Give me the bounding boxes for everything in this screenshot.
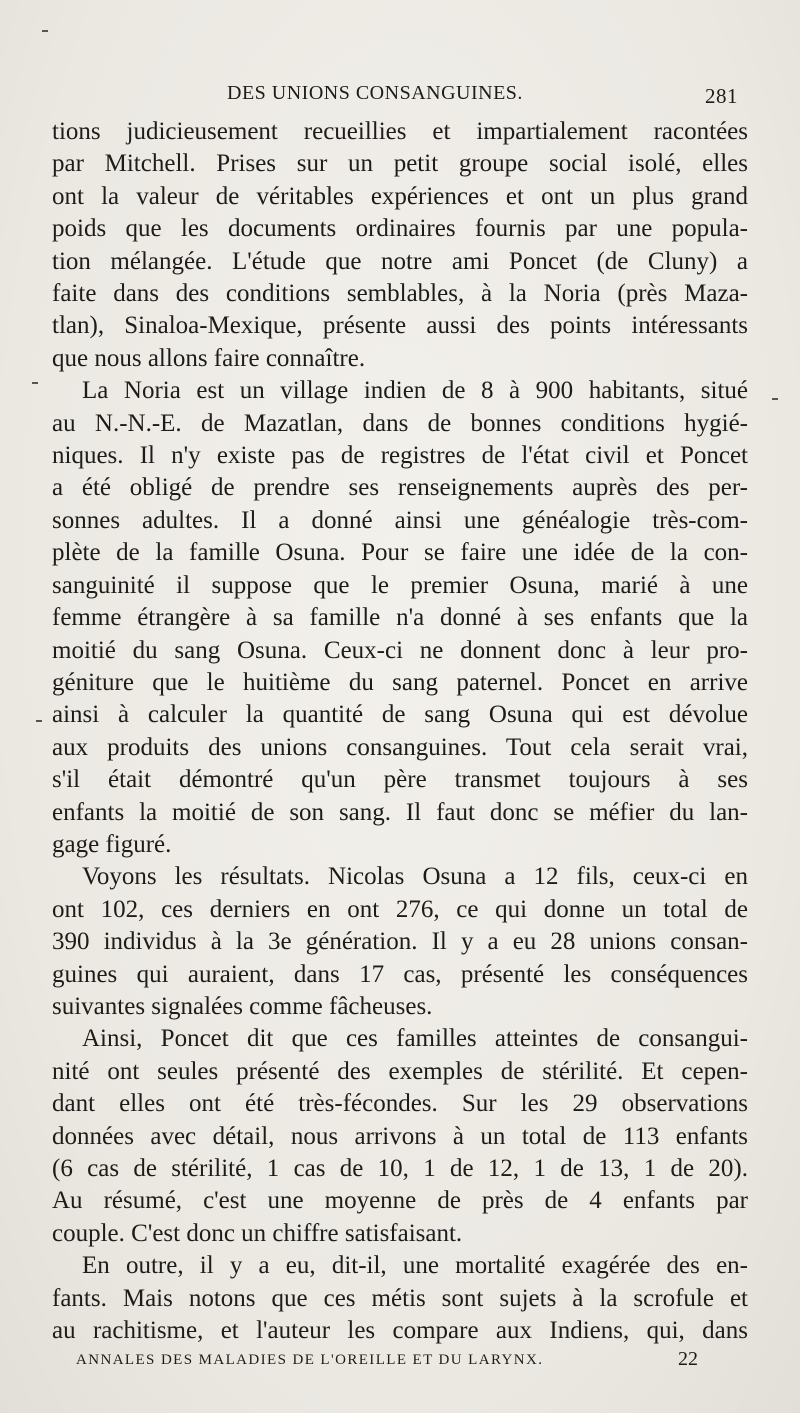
text-line: s'il était démontré qu'un père transmet toujours à ses <box>52 766 748 794</box>
text-line: gage figuré. <box>52 830 172 858</box>
text-line: au rachitisme, et l'auteur les compare aux Indiens, qui, dans <box>52 1317 748 1345</box>
text-line: que nous allons faire connaître. <box>52 344 366 372</box>
text-line: guines qui auraient, dans 17 cas, présenté les conséquences <box>52 960 748 988</box>
text-line: fants. Mais notons que ces métis sont sujets à la scrofule et <box>52 1284 748 1312</box>
edge-mark <box>42 30 48 32</box>
page-footer <box>76 1348 700 1374</box>
edge-mark <box>36 720 42 722</box>
text-line: ainsi à calculer la quantité de sang Osuna qui est dévolue <box>52 701 748 729</box>
text-line: a été obligé de prendre ses renseignements auprès des per- <box>52 474 748 502</box>
text-line: La Noria est un village indien de 8 à 900 habitants, situé <box>82 377 748 405</box>
text-line: Ainsi, Poncet dit que ces familles atteintes de consangui- <box>82 1025 748 1053</box>
text-line: tion mélangée. L'étude que notre ami Poncet (de Cluny) a <box>52 247 748 275</box>
text-line: données avec détail, nous arrivons à un total de 113 enfants <box>52 1122 748 1150</box>
running-title: DES UNIONS CONSANGUINES. <box>227 82 523 104</box>
page-number: 281 <box>705 84 738 108</box>
text-line: sanguinité il suppose que le premier Osuna, marié à une <box>52 571 748 599</box>
text-line: dant elles ont été très-fécondes. Sur les 29 observations <box>52 1090 748 1118</box>
text-line: tions judicieusement recueillies et impartialement racontées <box>52 118 748 145</box>
edge-mark <box>32 382 38 384</box>
text-line: Voyons les résultats. Nicolas Osuna a 12 fils, ceux-ci en <box>82 863 748 891</box>
text-line: enfants la moitié de son sang. Il faut donc se méfier du lan- <box>52 798 748 826</box>
text-line: ont la valeur de véritables expériences et ont un plus grand <box>52 182 748 210</box>
text-line: nité ont seules présenté des exemples de stérilité. Et cepen- <box>52 1057 748 1085</box>
edge-mark <box>772 398 778 400</box>
text-line: moitié du sang Osuna. Ceux-ci ne donnent donc à leur pro- <box>52 636 748 664</box>
text-line: (6 cas de stérilité, 1 cas de 10, 1 de 12, 1 de 13, 1 de 20). <box>52 1155 748 1182</box>
text-line: En outre, il y a eu, dit-il, une mortalité exagérée des en- <box>82 1252 748 1280</box>
signature-number: 22 <box>678 1348 698 1370</box>
text-line: par Mitchell. Prises sur un petit groupe social isolé, elles <box>52 150 748 178</box>
text-line: plète de la famille Osuna. Pour se faire une idée de la con- <box>52 539 748 567</box>
text-line: suivantes signalées comme fâcheuses. <box>52 992 433 1020</box>
text-line: niques. Il n'y existe pas de registres de l'état civil et Poncet <box>52 442 748 470</box>
text-line: 390 individus à la 3e génération. Il y a eu 28 unions consan- <box>52 928 748 956</box>
printer-signature: ANNALES DES MALADIES DE L'OREILLE ET DU LARYNX. <box>76 1352 544 1368</box>
text-line: ont 102, ces derniers en ont 276, ce qui donne un total de <box>52 895 748 923</box>
page-body <box>52 116 748 1347</box>
text-line: femme étrangère à sa famille n'a donné à ses enfants que la <box>52 604 748 632</box>
text-line: Au résumé, c'est une moyenne de près de 4 enfants par <box>52 1187 748 1215</box>
text-line: géniture que le huitième du sang paternel. Poncet en arrive <box>52 668 748 696</box>
text-line: sonnes adultes. Il a donné ainsi une généalogie très-com- <box>52 506 748 534</box>
running-header <box>60 78 740 112</box>
text-line: aux produits des unions consanguines. Tout cela serait vrai, <box>52 733 748 761</box>
text-line: faite dans des conditions semblables, à la Noria (près Maza- <box>52 280 748 308</box>
text-line: au N.-N.-E. de Mazatlan, dans de bonnes conditions hygié- <box>52 409 748 437</box>
text-line: tlan), Sinaloa-Mexique, présente aussi des points intéressants <box>52 312 748 340</box>
text-line: poids que les documents ordinaires fournis par une popula- <box>52 215 748 243</box>
text-line: couple. C'est donc un chiffre satisfaisant. <box>52 1219 463 1247</box>
